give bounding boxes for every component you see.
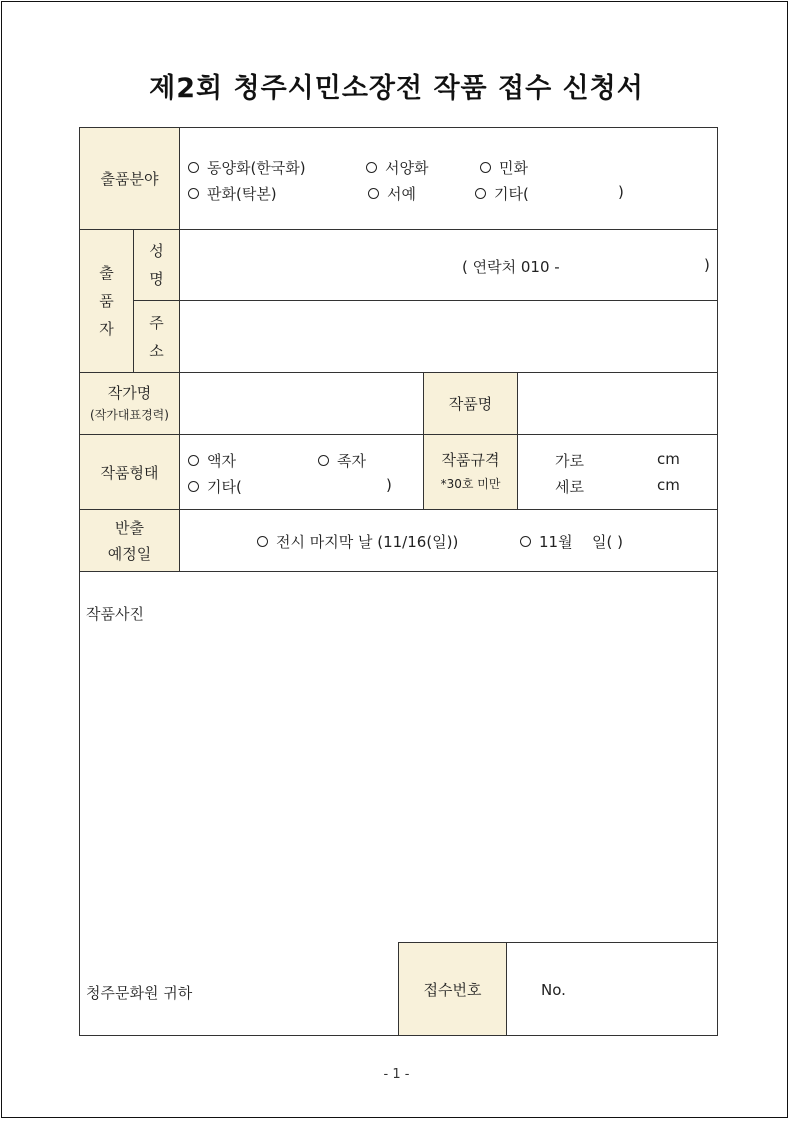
addressee: 청주문화원 귀하 — [86, 984, 193, 1002]
radio-circle-icon — [188, 188, 199, 199]
width-unit: cm — [657, 450, 680, 468]
option-other-close: ) — [618, 183, 624, 201]
category-label: 출품분야 — [100, 170, 159, 188]
receipt-label-cell: 접수번호 — [398, 942, 507, 1036]
artist-sublabel: (작가대표경력) — [90, 407, 169, 422]
photo-label: 작품사진 — [86, 605, 144, 623]
height-unit: cm — [657, 476, 680, 494]
option-print[interactable]: 판화(탁본) — [188, 183, 277, 204]
contact-prefix: ( 연락처 010 - — [462, 258, 560, 276]
work-name-field[interactable] — [517, 372, 718, 435]
radio-circle-icon — [188, 481, 199, 492]
height-label: 세로 — [555, 478, 584, 496]
radio-circle-icon — [480, 162, 491, 173]
form-options-cell — [179, 434, 424, 510]
name-label-cell: 성 명 — [133, 229, 180, 301]
radio-circle-icon — [475, 188, 486, 199]
option-last-day[interactable]: 전시 마지막 날 (11/16(일)) — [257, 531, 458, 552]
radio-circle-icon — [188, 162, 199, 173]
width-label: 가로 — [555, 452, 584, 470]
artist-label-cell — [79, 372, 180, 435]
radio-circle-icon — [318, 455, 329, 466]
name-field[interactable] — [179, 229, 718, 301]
size-label-cell: 작품규격 *30호 미만 — [423, 434, 518, 510]
receipt-number-field[interactable] — [506, 942, 718, 1036]
category-label-cell — [79, 127, 180, 230]
option-western-painting[interactable]: 서양화 — [366, 157, 428, 178]
work-name-label-cell: 작품명 — [423, 372, 518, 435]
option-oriental-painting[interactable]: 동양화(한국화) — [188, 157, 306, 178]
option-other[interactable]: 기타( — [475, 183, 529, 204]
form-other-close: ) — [386, 476, 392, 494]
size-field[interactable] — [517, 434, 718, 510]
option-calligraphy[interactable]: 서예 — [368, 183, 416, 204]
return-label-cell: 반출 예정일 — [79, 509, 180, 572]
option-folk-painting[interactable]: 민화 — [480, 157, 528, 178]
radio-circle-icon — [366, 162, 377, 173]
artist-label: 작가명 — [107, 383, 152, 402]
radio-circle-icon — [188, 455, 199, 466]
artist-field[interactable] — [179, 372, 424, 435]
address-field[interactable] — [179, 300, 718, 373]
november-day: 일( ) — [592, 533, 623, 551]
exhibitor-label-cell: 출 품 자 — [79, 229, 134, 373]
option-november-date[interactable]: 11월 — [520, 531, 573, 552]
option-frame[interactable]: 액자 — [188, 450, 236, 471]
form-label-cell: 작품형태 — [79, 434, 180, 510]
option-scroll[interactable]: 족자 — [318, 450, 366, 471]
return-options-cell — [179, 509, 718, 572]
receipt-no: No. — [541, 981, 566, 999]
category-options-cell — [179, 127, 718, 230]
radio-circle-icon — [520, 536, 531, 547]
page-title: 제2회 청주시민소장전 작품 접수 신청서 — [149, 73, 644, 104]
radio-circle-icon — [368, 188, 379, 199]
page-number: - 1 - — [383, 1067, 410, 1082]
radio-circle-icon — [257, 536, 268, 547]
option-form-other[interactable]: 기타( — [188, 476, 242, 497]
contact-close: ) — [704, 256, 710, 274]
address-label-cell: 주 소 — [133, 300, 180, 373]
